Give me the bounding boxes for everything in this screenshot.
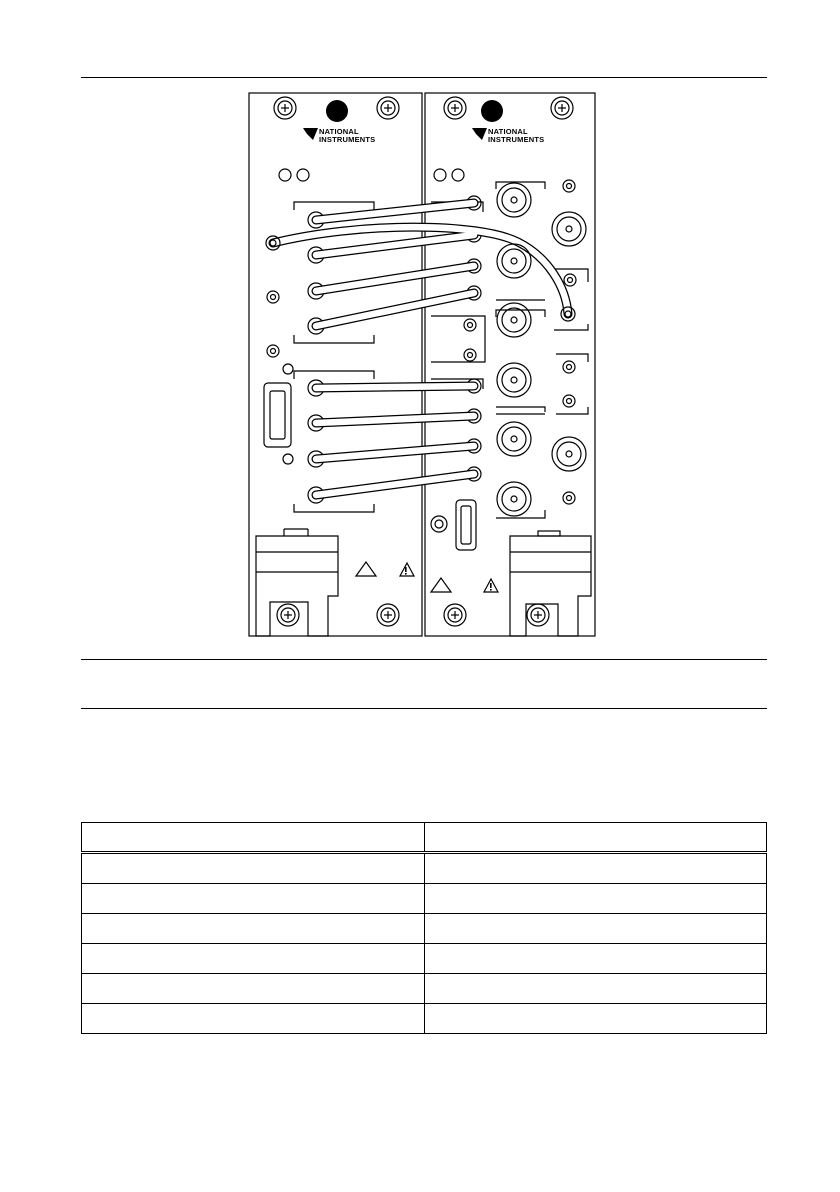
sma-connector-icon	[497, 363, 531, 397]
screw-icon	[274, 97, 296, 119]
table-row	[82, 974, 767, 1004]
table-cell	[425, 1004, 767, 1034]
table-row	[82, 944, 767, 974]
esd-icon	[431, 578, 451, 592]
right-ejector-handle	[510, 536, 591, 636]
pxi-module-illustration	[248, 92, 596, 637]
table-cell	[82, 1004, 425, 1034]
table-cell	[82, 944, 425, 974]
brand-line-2: INSTRUMENTS	[488, 135, 545, 144]
table-cell	[425, 944, 767, 974]
table-row	[82, 853, 767, 884]
esd-icon	[356, 562, 376, 576]
port-connector	[264, 383, 291, 447]
table-cell	[425, 853, 767, 884]
sma-connector-icon	[497, 422, 531, 456]
table-cell	[425, 974, 767, 1004]
port-connector	[456, 500, 476, 550]
table-cell	[82, 974, 425, 1004]
table-cell	[425, 914, 767, 944]
sma-connector-icon	[552, 437, 586, 471]
caption-rule-bottom	[81, 708, 767, 709]
caption-rule-top	[81, 659, 767, 660]
sma-connector-icon	[497, 303, 531, 337]
table-header-cell	[425, 823, 767, 853]
table-row	[82, 884, 767, 914]
brand-line-2: INSTRUMENTS	[319, 135, 376, 144]
table-row	[82, 1004, 767, 1034]
warning-icon	[400, 563, 414, 576]
screw-icon	[551, 97, 573, 119]
ni-logo-icon	[472, 128, 487, 140]
sma-connector-icon	[497, 183, 531, 217]
ni-logo-icon	[303, 128, 318, 140]
screw-icon	[277, 604, 299, 626]
table-row	[82, 914, 767, 944]
brand-line-1: NATIONAL	[488, 127, 528, 136]
table-cell	[82, 914, 425, 944]
table-header-cell	[82, 823, 425, 853]
sma-connector-icon	[497, 482, 531, 516]
table-cell	[82, 853, 425, 884]
spec-table	[81, 822, 767, 1034]
left-module-panel	[249, 93, 422, 636]
screw-icon	[377, 97, 399, 119]
table-cell	[82, 884, 425, 914]
table-cell	[425, 884, 767, 914]
brand-line-1: NATIONAL	[319, 127, 359, 136]
top-rule	[81, 77, 767, 78]
screw-icon	[377, 604, 399, 626]
screw-icon	[444, 604, 466, 626]
screw-icon	[527, 604, 549, 626]
sma-connector-icon	[497, 244, 531, 278]
screw-icon	[444, 97, 466, 119]
table-header-row	[82, 823, 767, 853]
sma-connector-icon	[552, 212, 586, 246]
